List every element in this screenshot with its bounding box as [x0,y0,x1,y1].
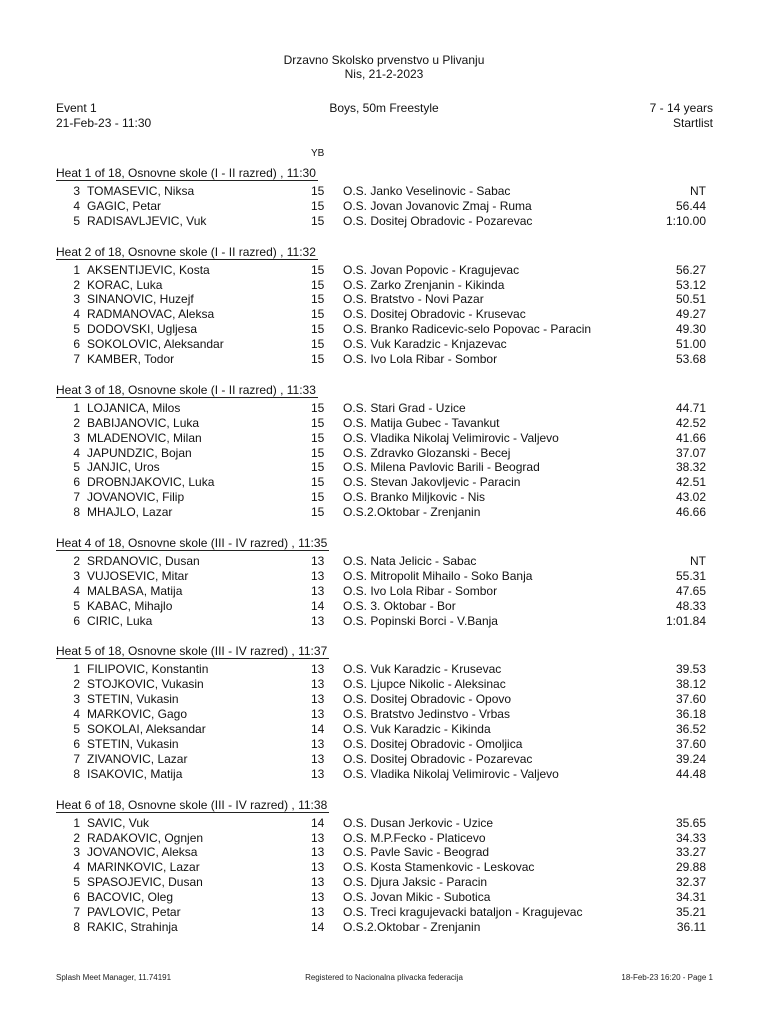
swimmer-name: MARKOVIC, Gago [87,707,188,722]
swimmer-name: SAVIC, Vuk [87,815,150,830]
birth-year: 15 [311,445,325,460]
club-name: O.S. Ivo Lola Ribar - Sombor [343,583,498,598]
heat-header [0,642,768,660]
entry-time: 36.52 [675,722,706,737]
club-name: O.S. Nata Jelicic - Sabac [343,554,477,569]
lane-number: 2 [73,677,80,692]
birth-year: 14 [311,919,325,934]
club-name: O.S. Zdravko Glozanski - Becej [343,445,511,460]
lane-number: 7 [73,352,80,367]
swimmer-name: DODOVSKI, Ugljesa [87,322,198,337]
lane-number: 4 [73,707,80,722]
swimmer-name: SPASOJEVIC, Dusan [87,875,203,890]
swimmer-name: BACOVIC, Oleg [87,890,174,905]
club-name: O.S. M.P.Fecko - Platicevo [343,830,486,845]
birth-year: 15 [311,337,325,352]
meet-title: Drzavno Skolsko prvenstvo u Plivanju [283,53,485,67]
entry-time: 55.31 [675,568,706,583]
table-row [0,416,768,431]
swimmer-name: LOJANICA, Milos [87,400,181,415]
table-row [0,278,768,293]
lane-number: 4 [73,198,80,213]
club-name: O.S. Popinski Borci - V.Banja [343,613,498,628]
swimmer-name: RADMANOVAC, Aleksa [87,307,215,322]
table-row [0,184,768,199]
footer-page: 18-Feb-23 16:20 - Page 1 [621,973,713,982]
club-name: O.S. Zarko Zrenjanin - Kikinda [343,277,505,292]
entry-time: 53.68 [675,352,706,367]
lane-number: 8 [73,766,80,781]
lane-number: 3 [73,568,80,583]
birth-year: 15 [311,490,325,505]
birth-year: 13 [311,890,325,905]
table-row [0,505,768,520]
entry-time: 53.12 [675,277,706,292]
entry-time: 56.44 [675,198,706,213]
club-name: O.S. 3. Oktobar - Bor [343,598,456,613]
entry-time: 36.11 [676,919,706,934]
entry-time: 38.12 [675,677,706,692]
birth-year: 13 [311,751,325,766]
lane-number: 4 [73,445,80,460]
heat-header [0,381,768,399]
lane-number: 8 [73,919,80,934]
entry-time: 46.66 [675,505,706,520]
meet-subtitle: Nis, 21-2-2023 [344,67,424,81]
heat-header [0,243,768,261]
birth-year: 13 [311,766,325,781]
table-row [0,337,768,352]
table-row [0,352,768,367]
lane-number: 5 [73,722,80,737]
birth-year: 14 [311,722,325,737]
club-name: O.S. Dositej Obradovic - Pozarevac [343,213,533,228]
table-row [0,905,768,920]
club-name: O.S. Jovan Jovanovic Zmaj - Ruma [343,198,532,213]
lane-number: 6 [73,475,80,490]
birth-year: 14 [311,598,325,613]
table-row [0,860,768,875]
table-row [0,890,768,905]
entry-time: 39.53 [675,662,706,677]
heat-title: Heat 6 of 18, Osnovne skole (III - IV razred) , 11:38 [56,797,328,812]
lane-number: 5 [73,213,80,228]
entry-time: 50.51 [675,292,706,307]
lane-number: 5 [73,875,80,890]
swimmer-name: AKSENTIJEVIC, Kosta [87,262,210,277]
table-row [0,816,768,831]
heat-block [0,381,768,520]
table-row [0,707,768,722]
swimmer-name: STETIN, Vukasin [87,692,179,707]
lane-number: 5 [73,322,80,337]
swimmer-name: KABAC, Mihajlo [87,598,173,613]
table-row [0,677,768,692]
birth-year: 13 [311,568,325,583]
swimmer-name: GAGIC, Petar [87,198,162,213]
club-name: O.S. Jovan Popovic - Kragujevac [343,262,520,277]
swimmer-name: VUJOSEVIC, Mitar [87,568,189,583]
swimmer-name: SOKOLAI, Aleksandar [87,722,206,737]
birth-year: 15 [311,198,325,213]
lane-number: 3 [73,845,80,860]
lane-number: 5 [73,460,80,475]
heat-header [0,796,768,814]
lane-number: 4 [73,583,80,598]
club-name: O.S. Bratstvo Jedinstvo - Vrbas [343,707,510,722]
table-row [0,307,768,322]
entry-time: 36.18 [675,707,706,722]
heat-header [0,534,768,552]
heat-block [0,164,768,229]
club-name: O.S. Stari Grad - Uzice [343,400,466,415]
entry-time: 1:01.84 [665,613,706,628]
entry-time: 41.66 [675,430,706,445]
table-row [0,875,768,890]
lane-number: 5 [73,598,80,613]
footer-software: Splash Meet Manager, 11.74191 [56,973,172,982]
birth-year: 14 [311,815,325,830]
swimmer-name: STETIN, Vukasin [87,736,179,751]
entry-time: 56.27 [675,262,706,277]
heat-header [0,164,768,182]
entry-time: 1:10.00 [665,213,706,228]
lane-number: 1 [73,662,80,677]
swimmer-name: MALBASA, Matija [87,583,183,598]
swimmer-name: JANJIC, Uros [87,460,160,475]
club-name: O.S. Janko Veselinovic - Sabac [343,184,511,198]
table-row [0,431,768,446]
birth-year: 13 [311,662,325,677]
swimmer-name: RADAKOVIC, Ognjen [87,830,204,845]
table-row [0,752,768,767]
entry-time: 35.21 [675,904,706,919]
swimmer-name: CIRIC, Luka [87,613,153,628]
swimmer-name: ISAKOVIC, Matija [87,766,183,781]
club-name: O.S. Matija Gubec - Tavankut [343,415,500,430]
lane-number: 2 [73,554,80,569]
club-name: O.S. Treci kragujevacki bataljon - Kragujevac [343,904,583,919]
lane-number: 2 [73,415,80,430]
lane-number: 6 [73,736,80,751]
lane-number: 4 [73,860,80,875]
club-name: O.S. Dositej Obradovic - Omoljica [343,736,523,751]
entry-time: 32.37 [675,875,706,890]
club-name: O.S. Bratstvo - Novi Pazar [343,292,484,307]
lane-number: 6 [73,613,80,628]
entry-time: 51.00 [675,337,706,352]
club-name: O.S. Branko Radicevic-selo Popovac - Paracin [343,322,592,337]
table-row [0,662,768,677]
yb-column-header: YB [311,148,325,159]
swimmer-name: MLADENOVIC, Milan [87,430,202,445]
lane-number: 8 [73,505,80,520]
club-name: O.S. Jovan Mikic - Subotica [343,890,491,905]
lane-number: 7 [73,904,80,919]
birth-year: 15 [311,475,325,490]
club-name: O.S. Mitropolit Mihailo - Soko Banja [343,568,533,583]
lane-number: 6 [73,337,80,352]
swimmer-name: PAVLOVIC, Petar [87,904,181,919]
club-name: O.S.2.Oktobar - Zrenjanin [343,505,481,520]
heat-title: Heat 5 of 18, Osnovne skole (III - IV razred) , 11:37 [56,644,328,659]
event-number: Event 1 [56,101,97,115]
entry-time: 34.31 [675,890,706,905]
entry-time: 34.33 [675,830,706,845]
birth-year: 15 [311,415,325,430]
table-row [0,845,768,860]
entry-time: NT [690,184,706,198]
entry-time: 38.32 [675,460,706,475]
lane-number: 4 [73,307,80,322]
birth-year: 15 [311,505,325,520]
table-row [0,614,768,629]
table-row [0,446,768,461]
entry-time: 49.27 [675,307,706,322]
swimmer-name: JOVANOVIC, Aleksa [87,845,198,860]
lane-number: 1 [73,400,80,415]
table-row [0,584,768,599]
table-row [0,401,768,416]
table-row [0,322,768,337]
lane-number: 6 [73,890,80,905]
table-row [0,767,768,782]
birth-year: 13 [311,554,325,569]
swimmer-name: JOVANOVIC, Filip [87,490,185,505]
club-name: O.S. Vladika Nikolaj Velimirovic - Valjevo [343,766,559,781]
entry-time: 49.30 [675,322,706,337]
entry-time: 37.60 [675,736,706,751]
heat-title: Heat 2 of 18, Osnovne skole (I - II razred) , 11:32 [56,244,316,259]
entry-time: 43.02 [675,490,706,505]
table-row [0,831,768,846]
club-name: O.S. Kosta Stamenkovic - Leskovac [343,860,535,875]
club-name: O.S. Vuk Karadzic - Krusevac [343,662,502,677]
birth-year: 15 [311,352,325,367]
birth-year: 15 [311,292,325,307]
lane-number: 7 [73,490,80,505]
birth-year: 15 [311,400,325,415]
swimmer-name: BABIJANOVIC, Luka [87,415,200,430]
lane-number: 3 [73,292,80,307]
table-row [0,475,768,490]
birth-year: 13 [311,860,325,875]
birth-year: 15 [311,184,325,198]
swimmer-name: MHAJLO, Lazar [87,505,173,520]
table-row [0,569,768,584]
swimmer-name: RAKIC, Strahinja [87,919,178,934]
entry-time: 44.48 [675,766,706,781]
swimmer-name: JAPUNDZIC, Bojan [87,445,192,460]
event-age: 7 - 14 years [649,101,713,115]
table-row [0,214,768,229]
club-name: O.S. Vladika Nikolaj Velimirovic - Valjevo [343,430,559,445]
swimmer-name: KORAC, Luka [87,277,163,292]
swimmer-name: SRDANOVIC, Dusan [87,554,200,569]
club-name: O.S. Stevan Jakovljevic - Paracin [343,475,521,490]
club-name: O.S. Vuk Karadzic - Knjazevac [343,337,507,352]
club-name: O.S. Djura Jaksic - Paracin [343,875,488,890]
lane-number: 3 [73,430,80,445]
table-row [0,292,768,307]
lane-number: 3 [73,692,80,707]
birth-year: 13 [311,875,325,890]
entry-time: 29.88 [675,860,706,875]
list-type: Startlist [672,116,713,130]
lane-number: 3 [73,184,80,198]
club-name: O.S. Dositej Obradovic - Krusevac [343,307,526,322]
club-name: O.S. Pavle Savic - Beograd [343,845,490,860]
heat-title: Heat 3 of 18, Osnovne skole (I - II razred) , 11:33 [56,382,316,397]
event-name: Boys, 50m Freestyle [329,101,439,115]
club-name: O.S.2.Oktobar - Zrenjanin [343,919,481,934]
entry-time: 39.24 [675,751,706,766]
lane-number: 2 [73,830,80,845]
birth-year: 15 [311,460,325,475]
entry-time: 48.33 [675,598,706,613]
table-row [0,460,768,475]
birth-year: 13 [311,736,325,751]
swimmer-name: KAMBER, Todor [87,352,175,367]
entry-time: 42.52 [675,415,706,430]
heat-block [0,796,768,935]
heat-title: Heat 1 of 18, Osnovne skole (I - II razred) , 11:30 [56,166,316,180]
birth-year: 13 [311,830,325,845]
entry-time: 37.60 [675,692,706,707]
club-name: O.S. Vuk Karadzic - Kikinda [343,722,491,737]
table-row [0,599,768,614]
table-row [0,263,768,278]
club-name: O.S. Ljupce Nikolic - Aleksinac [343,677,506,692]
table-row [0,490,768,505]
swimmer-name: MARINKOVIC, Lazar [87,860,200,875]
birth-year: 15 [311,262,325,277]
birth-year: 13 [311,845,325,860]
lane-number: 1 [73,815,80,830]
table-row [0,692,768,707]
entry-time: NT [690,554,706,569]
swimmer-name: TOMASEVIC, Niksa [87,184,195,198]
entry-time: 47.65 [675,583,706,598]
entry-time: 37.07 [675,445,706,460]
birth-year: 15 [311,277,325,292]
table-row [0,722,768,737]
birth-year: 15 [311,322,325,337]
heat-block [0,642,768,781]
heats-container [0,164,768,949]
table-row [0,199,768,214]
birth-year: 15 [311,213,325,228]
lane-number: 2 [73,277,80,292]
birth-year: 15 [311,307,325,322]
birth-year: 13 [311,692,325,707]
club-name: O.S. Branko Miljkovic - Nis [343,490,486,505]
lane-number: 7 [73,751,80,766]
table-row [0,737,768,752]
table-row [0,920,768,935]
club-name: O.S. Milena Pavlovic Barili - Beograd [343,460,540,475]
lane-number: 1 [73,262,80,277]
swimmer-name: DROBNJAKOVIC, Luka [87,475,215,490]
birth-year: 15 [311,430,325,445]
swimmer-name: STOJKOVIC, Vukasin [87,677,204,692]
entry-time: 33.27 [675,845,706,860]
entry-time: 42.51 [675,475,706,490]
swimmer-name: FILIPOVIC, Konstantin [87,662,209,677]
club-name: O.S. Dositej Obradovic - Pozarevac [343,751,533,766]
entry-time: 44.71 [675,400,706,415]
heat-block [0,243,768,367]
birth-year: 13 [311,613,325,628]
birth-year: 13 [311,583,325,598]
club-name: O.S. Dositej Obradovic - Opovo [343,692,512,707]
table-row [0,554,768,569]
birth-year: 13 [311,677,325,692]
heat-title: Heat 4 of 18, Osnovne skole (III - IV razred) , 11:35 [56,536,328,551]
swimmer-name: SINANOVIC, Huzejf [87,292,194,307]
club-name: O.S. Dusan Jerkovic - Uzice [343,815,494,830]
heat-block [0,534,768,628]
swimmer-name: ZIVANOVIC, Lazar [87,751,188,766]
swimmer-name: SOKOLOVIC, Aleksandar [87,337,224,352]
birth-year: 13 [311,904,325,919]
club-name: O.S. Ivo Lola Ribar - Sombor [343,352,498,367]
swimmer-name: RADISAVLJEVIC, Vuk [87,213,207,228]
birth-year: 13 [311,707,325,722]
entry-time: 35.65 [675,815,706,830]
event-date: 21-Feb-23 - 11:30 [56,116,152,130]
footer-registration: Registered to Nacionalna plivacka federacija [305,973,463,982]
